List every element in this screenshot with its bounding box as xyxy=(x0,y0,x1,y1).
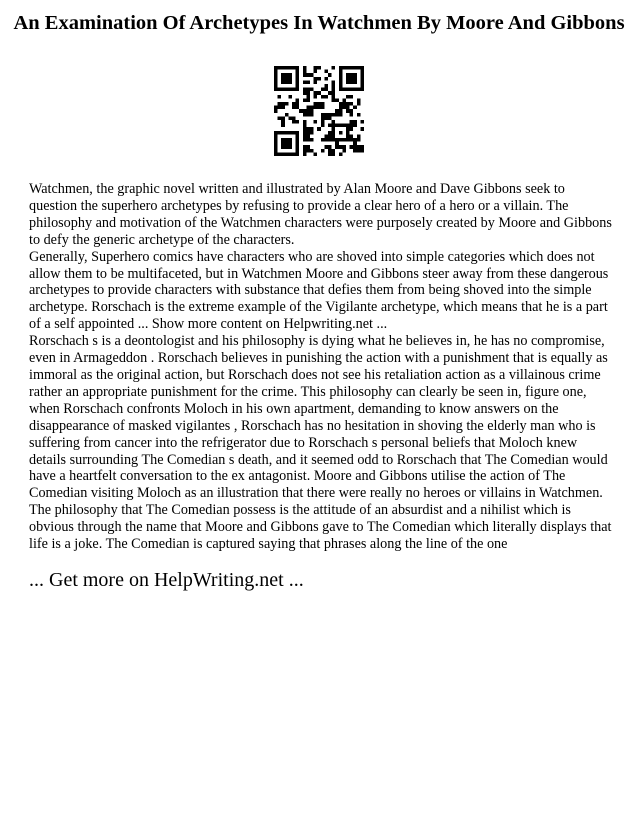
paragraph-2: Generally, Superhero comics have characters who are shoved into simple categories which does not allow them to be multifaceted, but in Watchmen Moore and Gibbons steer away from these dangerous archetypes to provide characters with substance that defies them from being shoved into the simple archetype. Rorschach is the extreme example of the Vigilante archetype, which means that he is a part of a self appointed ... Show more content on Helpwriting.net ... xyxy=(29,248,609,333)
article-body xyxy=(29,181,615,553)
qr-code-icon xyxy=(274,66,364,156)
page-title: An Examination Of Archetypes In Watchmen By Moore And Gibbons xyxy=(13,12,625,34)
paragraph-3: Rorschach s is a deontologist and his philosophy is dying what he believes in, he has no compromise, even in Armageddon . Rorschach believes in punishing the action with a punishment that is equally as immoral as the original action, but Rorschach does not see his retaliation action as a villainous crime rather an appropriate punishment for the crime. This philosophy can clearly be seen in, figure one, when Rorschach confronts Moloch in his own apartment, demanding to know answers on the disappearance of masked vigilantes , Rorschach has no hesitation in shoving the elderly man who is suffering from cancer into the refrigerator due to Rorschach s personal beliefs that Moloch knew details surrounding The Comedian s death, and it seemed odd to Rorschach that The Comedian would have a heartfelt conversation to the ex antagonist. Moore and Gibbons utilise the action of The Comedian visiting Moloch as an illustration that there were really no heroes or villains in Watchmen. The philosophy that The Comedian possess is the attitude of an absurdist and a nihilist which is obvious through the name that Moore and Gibbons gave to The Comedian which literally displays that life is a joke. The Comedian is captured saying that phrases along the line of the one xyxy=(29,333,612,553)
paragraph-1: Watchmen, the graphic novel written and illustrated by Alan Moore and Dave Gibbons seek to question the superhero archetypes by refusing to provide a clear hero of a hero or a villain. The philosophy and motivation of the Watchmen characters were purposely created by Moore and Gibbons to defy the generic archetype of the characters. xyxy=(29,181,612,248)
get-more-link[interactable]: ... Get more on HelpWriting.net ... xyxy=(29,569,304,591)
